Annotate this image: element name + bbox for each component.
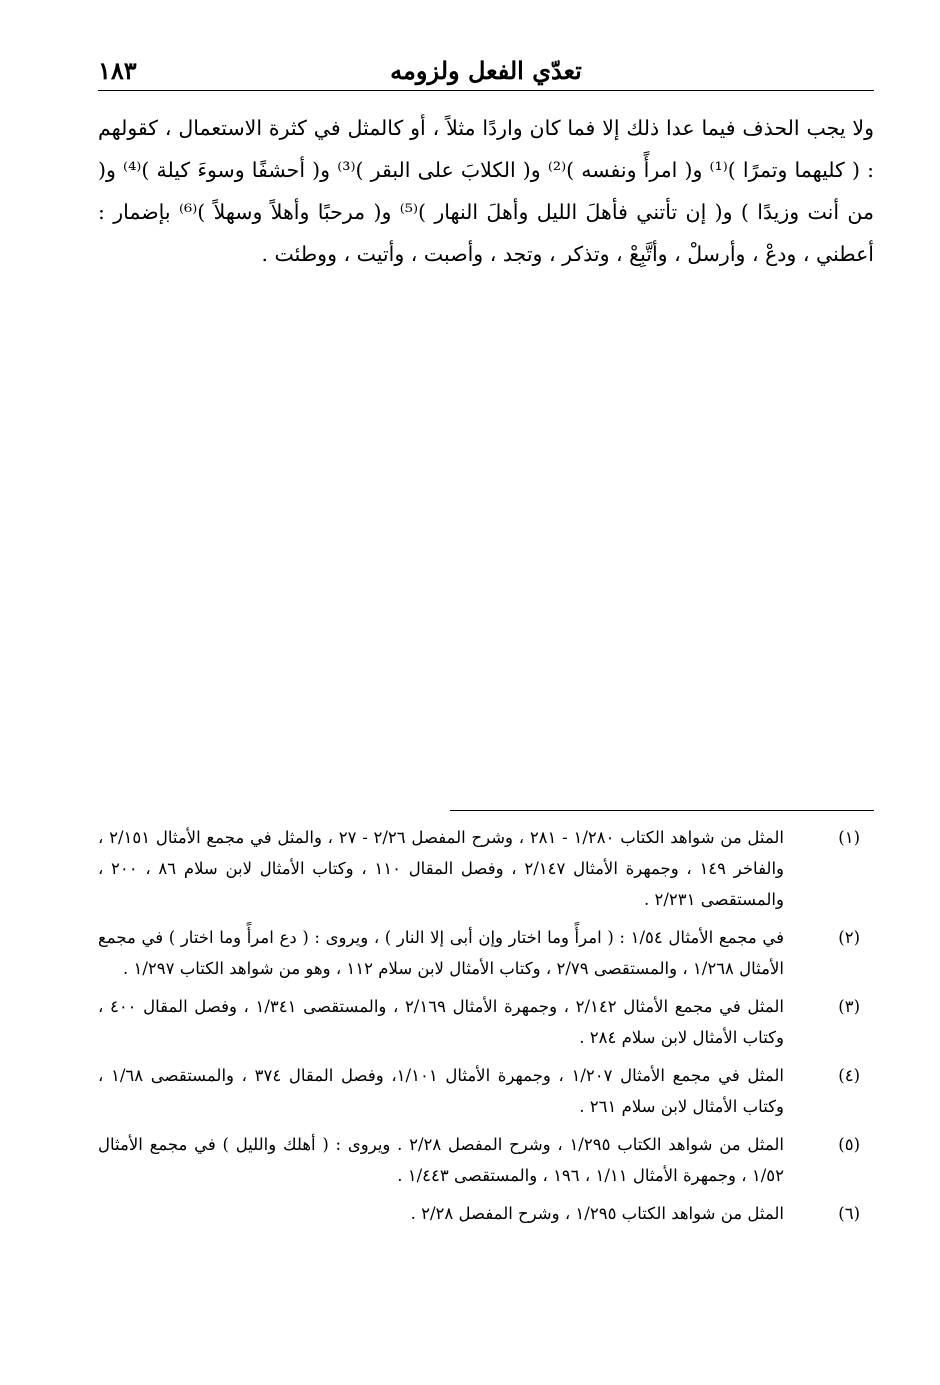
footnote-item xyxy=(98,1129,874,1191)
footnote-text: المثل في مجمع الأمثال ٢/١٤٢ ، وجمهرة الأمثال ٢/١٦٩ ، والمستقصى ١/٣٤١ ، وفصل المقال ٤٠٠ ، وكتاب الأمثال لابن سلام ٢٨٤ . xyxy=(98,997,784,1047)
page xyxy=(98,52,874,275)
footnotes xyxy=(98,822,874,1236)
main-text-block xyxy=(98,107,874,275)
footnote-text: المثل من شواهد الكتاب ١/٢٩٥ ، وشرح المفصل ٢/٢٨ . ويروى : ( أهلك والليل ) في مجمع الأمثال ١/٥٢ ، وجمهرة الأمثال ١/١١ ، ١٩٦ ، والمستقصى ١/٤٤٣ . xyxy=(98,1135,785,1185)
footnote-separator xyxy=(450,810,874,811)
page-header xyxy=(98,52,874,91)
footnote-item xyxy=(98,1198,874,1229)
footnote-number: (٢) xyxy=(838,928,860,947)
footnote-number: (٤) xyxy=(838,1066,860,1085)
page-number: ١٨٣ xyxy=(98,56,137,85)
footnote-text: المثل في مجمع الأمثال ١/٢٠٧ ، وجمهرة الأمثال ١/١٠١، وفصل المقال ٣٧٤ ، والمستقصى ١/٦٨ ، وكتاب الأمثال لابن سلام ٢٦١ . xyxy=(98,1066,785,1116)
footnote-item xyxy=(98,922,874,984)
footnote-item xyxy=(98,991,874,1053)
footnote-text: المثل من شواهد الكتاب ١/٢٩٥ ، وشرح المفصل ٢/٢٨ . xyxy=(410,1204,784,1223)
footnote-text: المثل من شواهد الكتاب ١/٢٨٠ - ٢٨١ ، وشرح المفصل ٢/٢٦ - ٢٧ ، والمثل في مجمع الأمثال ٢/١٥١ ، والفاخر ١٤٩ ، وجمهرة الأمثال ٢/١٤٧ ، وفصل المقال ١١٠ ، وكتاب الأمثال لابن سلام ٨٦ ، ٢٠٠ ، والمستقصى ٢/٢٣١ . xyxy=(98,828,785,909)
main-paragraph: ولا يجب الحذف فيما عدا ذلك إلا فما كان واردًا مثلاً ، أو كالمثل في كثرة الاستعمال ، كقولهم : ( كليهما وتمرًا )⁽¹⁾ و( امرأً ونفسه )⁽²⁾ و( الكلابَ على البقر )⁽³⁾ و( أحشفًا وسوءَ كيلة )⁽⁴⁾ و( من أنت وزيدًا ) و( إن تأتني فأهلَ الليل وأهلَ النهار )⁽⁵⁾ و( مرحبًا وأهلاً وسهلاً )⁽⁶⁾ بإضمار : أعطني ، ودعْ ، وأرسلْ ، وأتَّبِعْ ، وتذكر ، وتجد ، وأصبت ، وأتيت ، ووطئت . xyxy=(98,116,875,266)
footnote-number: (١) xyxy=(838,828,860,847)
footnote-number: (٥) xyxy=(838,1135,860,1154)
footnote-number: (٦) xyxy=(838,1204,860,1223)
footnote-item xyxy=(98,822,874,915)
page-title: تعدّي الفعل ولزومه xyxy=(390,56,582,85)
footnote-text: في مجمع الأمثال ١/٥٤ : ( امرأً وما اختار وإن أبى إلا النار ) ، ويروى : ( دع امرأً وما اختار ) في مجمع الأمثال ١/٢٦٨ ، والمستقصى ٢/٧٩ ، وكتاب الأمثال لابن سلام ١١٢ ، وهو من شواهد الكتاب ١/٢٩٧ . xyxy=(98,928,785,978)
footnote-item xyxy=(98,1060,874,1122)
footnote-number: (٣) xyxy=(838,997,860,1016)
